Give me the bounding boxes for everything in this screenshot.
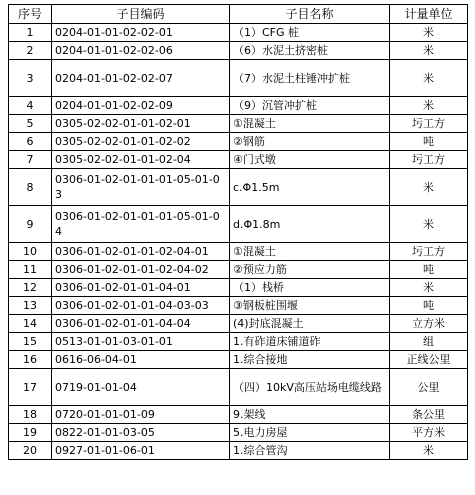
cell-code: 0204-01-01-02-02-07 — [52, 60, 230, 97]
cell-name: 9.架线 — [230, 406, 390, 424]
table-row — [9, 333, 468, 351]
cell-code: 0306-01-02-01-01-01-05-01-03 — [52, 169, 230, 206]
cell-code: 0204-01-01-02-02-01 — [52, 24, 230, 42]
cell-name: d.Φ1.8m — [230, 206, 390, 243]
cell-name: 1.综合接地 — [230, 351, 390, 369]
cell-seq: 1 — [9, 24, 52, 42]
cell-unit: 米 — [390, 169, 468, 206]
table-row — [9, 315, 468, 333]
cell-name: ①混凝土 — [230, 115, 390, 133]
cell-seq: 14 — [9, 315, 52, 333]
cell-seq: 10 — [9, 243, 52, 261]
cell-name: (4)封底混凝土 — [230, 315, 390, 333]
cell-seq: 16 — [9, 351, 52, 369]
cell-seq: 20 — [9, 442, 52, 460]
cell-name: ③钢板桩围堰 — [230, 297, 390, 315]
cell-name: 5.电力房屋 — [230, 424, 390, 442]
cell-seq: 15 — [9, 333, 52, 351]
cell-seq: 2 — [9, 42, 52, 60]
table-row — [9, 169, 468, 206]
table-row — [9, 279, 468, 297]
table-header-row — [9, 5, 468, 24]
cell-seq: 6 — [9, 133, 52, 151]
table-row — [9, 424, 468, 442]
table-row — [9, 369, 468, 406]
cell-unit: 组 — [390, 333, 468, 351]
cell-seq: 8 — [9, 169, 52, 206]
cell-code: 0719-01-01-04 — [52, 369, 230, 406]
cell-unit: 立方米 — [390, 315, 468, 333]
cell-code: 0305-02-02-01-01-02-04 — [52, 151, 230, 169]
cell-code: 0306-01-02-01-01-04-03-03 — [52, 297, 230, 315]
quota-table-container — [8, 4, 468, 460]
table-row — [9, 115, 468, 133]
cell-seq: 19 — [9, 424, 52, 442]
cell-unit: 公里 — [390, 369, 468, 406]
quota-table — [8, 4, 468, 460]
cell-name: （1）CFG 桩 — [230, 24, 390, 42]
cell-seq: 9 — [9, 206, 52, 243]
cell-unit: 米 — [390, 42, 468, 60]
table-row — [9, 243, 468, 261]
cell-code: 0306-01-02-01-01-02-04-02 — [52, 261, 230, 279]
cell-name: c.Φ1.5m — [230, 169, 390, 206]
cell-name: （6）水泥土挤密桩 — [230, 42, 390, 60]
table-row — [9, 442, 468, 460]
cell-name: ②预应力筋 — [230, 261, 390, 279]
cell-seq: 13 — [9, 297, 52, 315]
header-seq: 序号 — [9, 5, 52, 24]
cell-name: 1.综合管沟 — [230, 442, 390, 460]
cell-unit: 吨 — [390, 261, 468, 279]
table-row — [9, 206, 468, 243]
cell-code: 0616-06-04-01 — [52, 351, 230, 369]
cell-code: 0305-02-02-01-01-02-02 — [52, 133, 230, 151]
header-unit: 计量单位 — [390, 5, 468, 24]
cell-name: ①混凝土 — [230, 243, 390, 261]
cell-code: 0822-01-01-03-05 — [52, 424, 230, 442]
cell-unit: 米 — [390, 24, 468, 42]
cell-unit: 正线公里 — [390, 351, 468, 369]
cell-unit: 条公里 — [390, 406, 468, 424]
cell-unit: 圬工方 — [390, 115, 468, 133]
cell-name: ④门式墩 — [230, 151, 390, 169]
cell-code: 0204-01-01-02-02-09 — [52, 97, 230, 115]
cell-unit: 米 — [390, 60, 468, 97]
header-code: 子目编码 — [52, 5, 230, 24]
cell-code: 0306-01-02-01-01-02-04-01 — [52, 243, 230, 261]
table-row — [9, 42, 468, 60]
cell-unit: 米 — [390, 279, 468, 297]
table-row — [9, 133, 468, 151]
table-row — [9, 406, 468, 424]
cell-seq: 17 — [9, 369, 52, 406]
cell-unit: 吨 — [390, 297, 468, 315]
cell-unit: 平方米 — [390, 424, 468, 442]
cell-code: 0204-01-01-02-02-06 — [52, 42, 230, 60]
cell-unit: 吨 — [390, 133, 468, 151]
cell-unit: 米 — [390, 97, 468, 115]
cell-code: 0306-01-02-01-01-01-05-01-04 — [52, 206, 230, 243]
cell-unit: 圬工方 — [390, 151, 468, 169]
header-name: 子目名称 — [230, 5, 390, 24]
cell-name: （四）10kV高压站场电缆线路 — [230, 369, 390, 406]
cell-name: （7）水泥土柱锤冲扩桩 — [230, 60, 390, 97]
cell-code: 0306-01-02-01-01-04-04 — [52, 315, 230, 333]
cell-code: 0513-01-01-03-01-01 — [52, 333, 230, 351]
cell-seq: 5 — [9, 115, 52, 133]
cell-name: （1）栈桥 — [230, 279, 390, 297]
cell-seq: 11 — [9, 261, 52, 279]
table-row — [9, 351, 468, 369]
cell-code: 0927-01-01-06-01 — [52, 442, 230, 460]
cell-name: 1.有砟道床铺道砟 — [230, 333, 390, 351]
cell-seq: 3 — [9, 60, 52, 97]
cell-seq: 12 — [9, 279, 52, 297]
table-row — [9, 297, 468, 315]
table-row — [9, 151, 468, 169]
cell-seq: 4 — [9, 97, 52, 115]
cell-name: ②钢筋 — [230, 133, 390, 151]
table-row — [9, 261, 468, 279]
cell-code: 0305-02-02-01-01-02-01 — [52, 115, 230, 133]
cell-code: 0306-01-02-01-01-04-01 — [52, 279, 230, 297]
cell-seq: 7 — [9, 151, 52, 169]
cell-name: （9）沉管冲扩桩 — [230, 97, 390, 115]
cell-code: 0720-01-01-01-09 — [52, 406, 230, 424]
cell-unit: 米 — [390, 442, 468, 460]
cell-unit: 米 — [390, 206, 468, 243]
table-row — [9, 60, 468, 97]
cell-seq: 18 — [9, 406, 52, 424]
cell-unit: 圬工方 — [390, 243, 468, 261]
table-row — [9, 24, 468, 42]
table-row — [9, 97, 468, 115]
